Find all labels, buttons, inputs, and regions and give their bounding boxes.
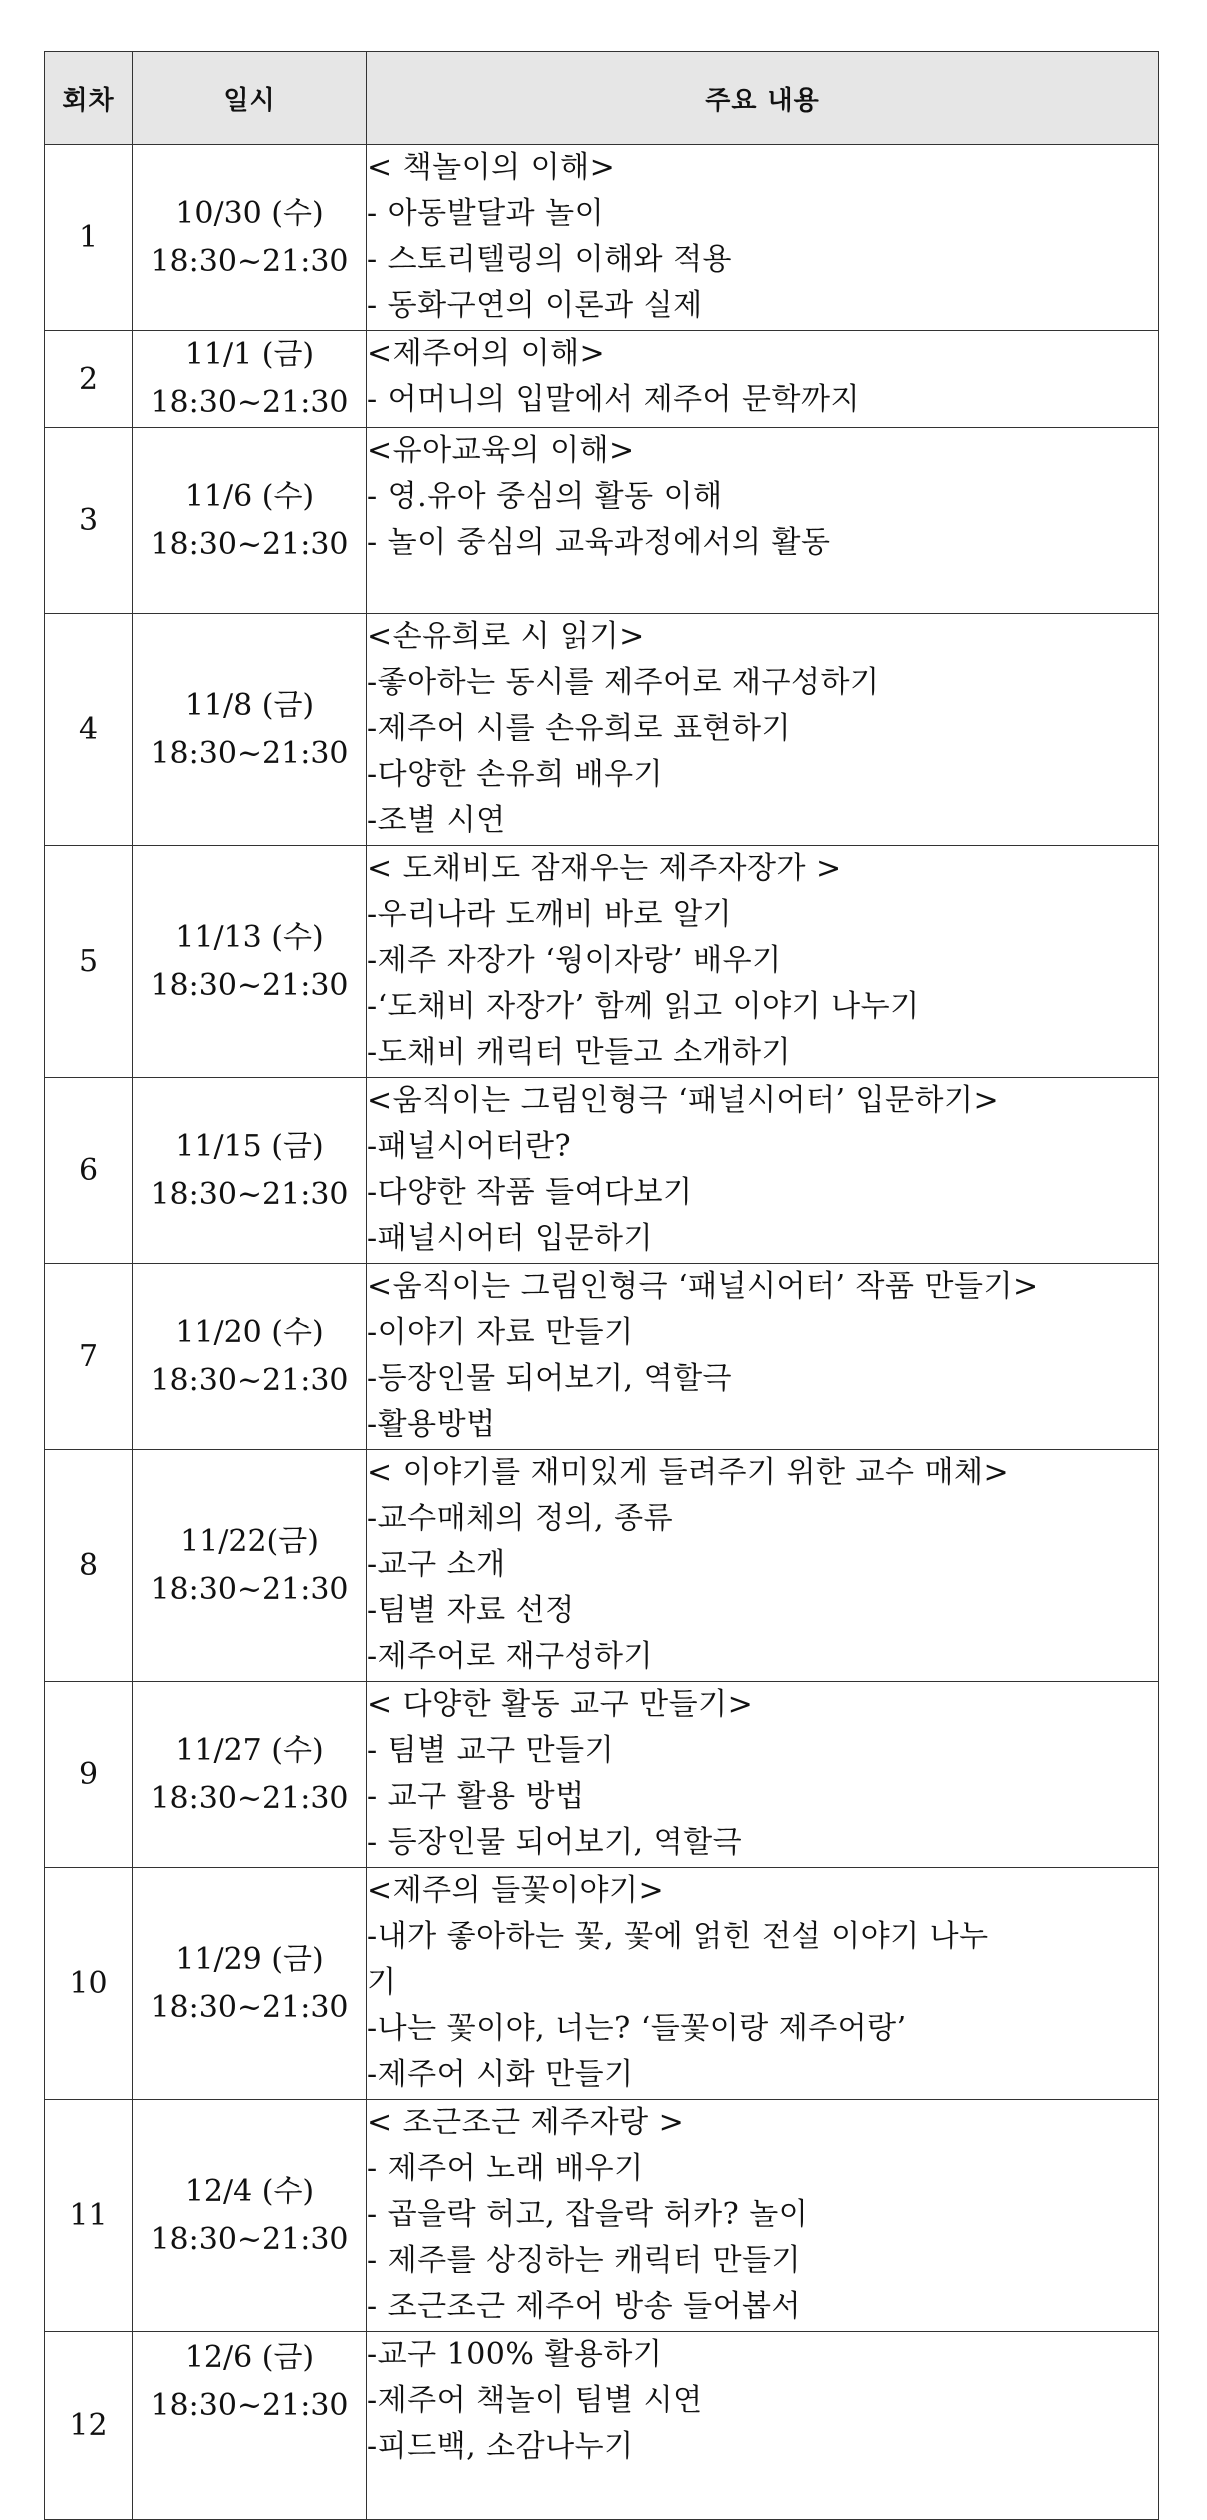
session-date: 11/27 (수) [175, 1732, 324, 1768]
session-time: 18:30~21:30 [150, 385, 349, 420]
session-content [367, 2100, 1159, 2332]
content-line: -교수매체의 정의, 종류 [367, 1501, 674, 1536]
content-line: -등장인물 되어보기, 역할극 [367, 1361, 733, 1396]
session-row [45, 1682, 1159, 1868]
content-line: -피드백, 소감나누기 [367, 2429, 634, 2464]
content-line: - 곱을락 허고, 잡을락 허카? 놀이 [367, 2197, 809, 2232]
session-number: 3 [45, 428, 133, 614]
content-line: - 등장인물 되어보기, 역할극 [367, 1825, 743, 1860]
content-line: -조별 시연 [367, 803, 506, 838]
content-line: < 도채비도 잠재우는 제주자장가 > [367, 851, 842, 886]
session-content [367, 1264, 1159, 1450]
session-row [45, 331, 1159, 428]
session-datetime [133, 1078, 367, 1264]
session-number: 12 [45, 2332, 133, 2520]
header-session: 회차 [45, 52, 133, 145]
session-date: 11/15 (금) [175, 1128, 324, 1164]
session-date: 11/29 (금) [175, 1941, 324, 1977]
content-line: -활용방법 [367, 1407, 496, 1442]
header-content: 주요 내용 [367, 52, 1159, 145]
content-line: <손유희로 시 읽기> [367, 619, 645, 654]
session-content [367, 1868, 1159, 2100]
session-datetime [133, 428, 367, 614]
session-datetime [133, 145, 367, 331]
session-number: 2 [45, 331, 133, 428]
session-date: 10/30 (수) [175, 195, 324, 231]
content-line: -다양한 손유희 배우기 [367, 757, 664, 792]
session-datetime [133, 1868, 367, 2100]
content-line: -제주어 시화 만들기 [367, 2057, 634, 2092]
session-time: 18:30~21:30 [150, 1176, 349, 1212]
session-datetime [133, 2332, 367, 2520]
content-line: -‘도채비 자장가’ 함께 읽고 이야기 나누기 [367, 989, 920, 1024]
content-line: -이야기 자료 만들기 [367, 1315, 634, 1350]
content-line: - 제주어 노래 배우기 [367, 2151, 644, 2186]
session-row [45, 1078, 1159, 1264]
session-date: 12/6 (금) [184, 2340, 315, 2375]
session-content [367, 145, 1159, 331]
session-time: 18:30~21:30 [150, 243, 349, 279]
session-datetime [133, 1682, 367, 1868]
session-row [45, 428, 1159, 614]
content-line: -우리나라 도깨비 바로 알기 [367, 897, 733, 932]
session-number: 7 [45, 1264, 133, 1450]
session-time: 18:30~21:30 [150, 735, 349, 771]
session-number: 5 [45, 846, 133, 1078]
session-number: 6 [45, 1078, 133, 1264]
session-content [367, 614, 1159, 846]
session-number: 8 [45, 1450, 133, 1682]
session-date: 11/8 (금) [184, 687, 315, 723]
content-line: - 놀이 중심의 교육과정에서의 활동 [367, 525, 831, 560]
content-line: -제주어 시를 손유희로 표현하기 [367, 711, 791, 746]
session-time: 18:30~21:30 [150, 2221, 349, 2257]
session-time: 18:30~21:30 [150, 1780, 349, 1816]
session-date: 11/13 (수) [175, 919, 324, 955]
session-number: 10 [45, 1868, 133, 2100]
session-time: 18:30~21:30 [150, 526, 349, 562]
header-row [45, 52, 1159, 145]
content-line: < 이야기를 재미있게 들려주기 위한 교수 매체> [367, 1455, 1010, 1490]
session-datetime [133, 846, 367, 1078]
session-time: 18:30~21:30 [150, 967, 349, 1003]
content-line: -좋아하는 동시를 제주어로 재구성하기 [367, 665, 880, 700]
schedule-table [44, 51, 1159, 2520]
content-line: <움직이는 그림인형극 ‘패널시어터’ 입문하기> [367, 1083, 1000, 1118]
content-line: -나는 꽃이야, 너는? ‘들꽃이랑 제주어랑’ [367, 2011, 907, 2046]
content-line: <제주어의 이해> [367, 336, 606, 371]
content-line: - 제주를 상징하는 캐릭터 만들기 [367, 2243, 802, 2278]
session-content [367, 331, 1159, 428]
header-datetime: 일시 [133, 52, 367, 145]
content-line: - 팀별 교구 만들기 [367, 1733, 615, 1768]
content-line: < 조근조근 제주자랑 > [367, 2105, 685, 2140]
content-line: -도채비 캐릭터 만들고 소개하기 [367, 1035, 791, 1070]
session-content [367, 1682, 1159, 1868]
content-line: -다양한 작품 들여다보기 [367, 1175, 693, 1210]
session-time: 18:30~21:30 [150, 1989, 349, 2025]
session-date: 11/20 (수) [175, 1314, 324, 1350]
session-number: 4 [45, 614, 133, 846]
session-datetime [133, 2100, 367, 2332]
session-row [45, 145, 1159, 331]
content-line: < 책놀이의 이해> [367, 150, 616, 185]
content-line: - 어머니의 입말에서 제주어 문학까지 [367, 382, 860, 417]
session-row [45, 614, 1159, 846]
session-datetime [133, 1450, 367, 1682]
content-line: <제주의 들꽃이야기> [367, 1873, 665, 1908]
content-line: - 동화구연의 이론과 실제 [367, 288, 703, 323]
session-row [45, 2332, 1159, 2520]
session-row [45, 2100, 1159, 2332]
session-row [45, 846, 1159, 1078]
content-line: <움직이는 그림인형극 ‘패널시어터’ 작품 만들기> [367, 1269, 1039, 1304]
content-line: -제주어 책놀이 팀별 시연 [367, 2383, 703, 2418]
session-row [45, 1264, 1159, 1450]
content-line: -교구 소개 [367, 1547, 506, 1582]
session-row [45, 1450, 1159, 1682]
session-datetime [133, 614, 367, 846]
session-number: 1 [45, 145, 133, 331]
session-content [367, 2332, 1159, 2520]
content-line: -패널시어터란? [367, 1129, 572, 1164]
session-date: 11/1 (금) [184, 337, 315, 372]
session-time: 18:30~21:30 [150, 1362, 349, 1398]
content-line: 기 [367, 1965, 397, 2000]
session-content [367, 428, 1159, 614]
session-number: 11 [45, 2100, 133, 2332]
session-date: 11/6 (수) [184, 478, 315, 514]
content-line: - 영.유아 중심의 활동 이해 [367, 479, 723, 514]
content-line: -교구 100% 활용하기 [367, 2337, 663, 2372]
content-line: -제주 자장가 ‘웡이자랑’ 배우기 [367, 943, 782, 978]
content-line: - 조근조근 제주어 방송 들어봅서 [367, 2289, 802, 2324]
session-time: 18:30~21:30 [150, 2388, 349, 2423]
content-line: <유아교육의 이해> [367, 433, 635, 468]
session-date: 11/22(금) [180, 1523, 319, 1559]
session-time: 18:30~21:30 [150, 1571, 349, 1607]
content-line: -내가 좋아하는 꽃, 꽃에 얽힌 전설 이야기 나누 [367, 1919, 989, 1954]
content-line: - 교구 활용 방법 [367, 1779, 585, 1814]
content-line: - 스토리텔링의 이해와 적용 [367, 242, 733, 277]
content-line: -팀별 자료 선정 [367, 1593, 575, 1628]
session-number: 9 [45, 1682, 133, 1868]
session-datetime [133, 1264, 367, 1450]
session-content [367, 1078, 1159, 1264]
content-line: - 아동발달과 놀이 [367, 196, 605, 231]
content-line: -패널시어터 입문하기 [367, 1221, 653, 1256]
session-row [45, 1868, 1159, 2100]
content-line: -제주어로 재구성하기 [367, 1639, 653, 1674]
content-line: < 다양한 활동 교구 만들기> [367, 1687, 754, 1722]
session-datetime [133, 331, 367, 428]
session-content [367, 846, 1159, 1078]
session-date: 12/4 (수) [184, 2173, 315, 2209]
session-content [367, 1450, 1159, 1682]
